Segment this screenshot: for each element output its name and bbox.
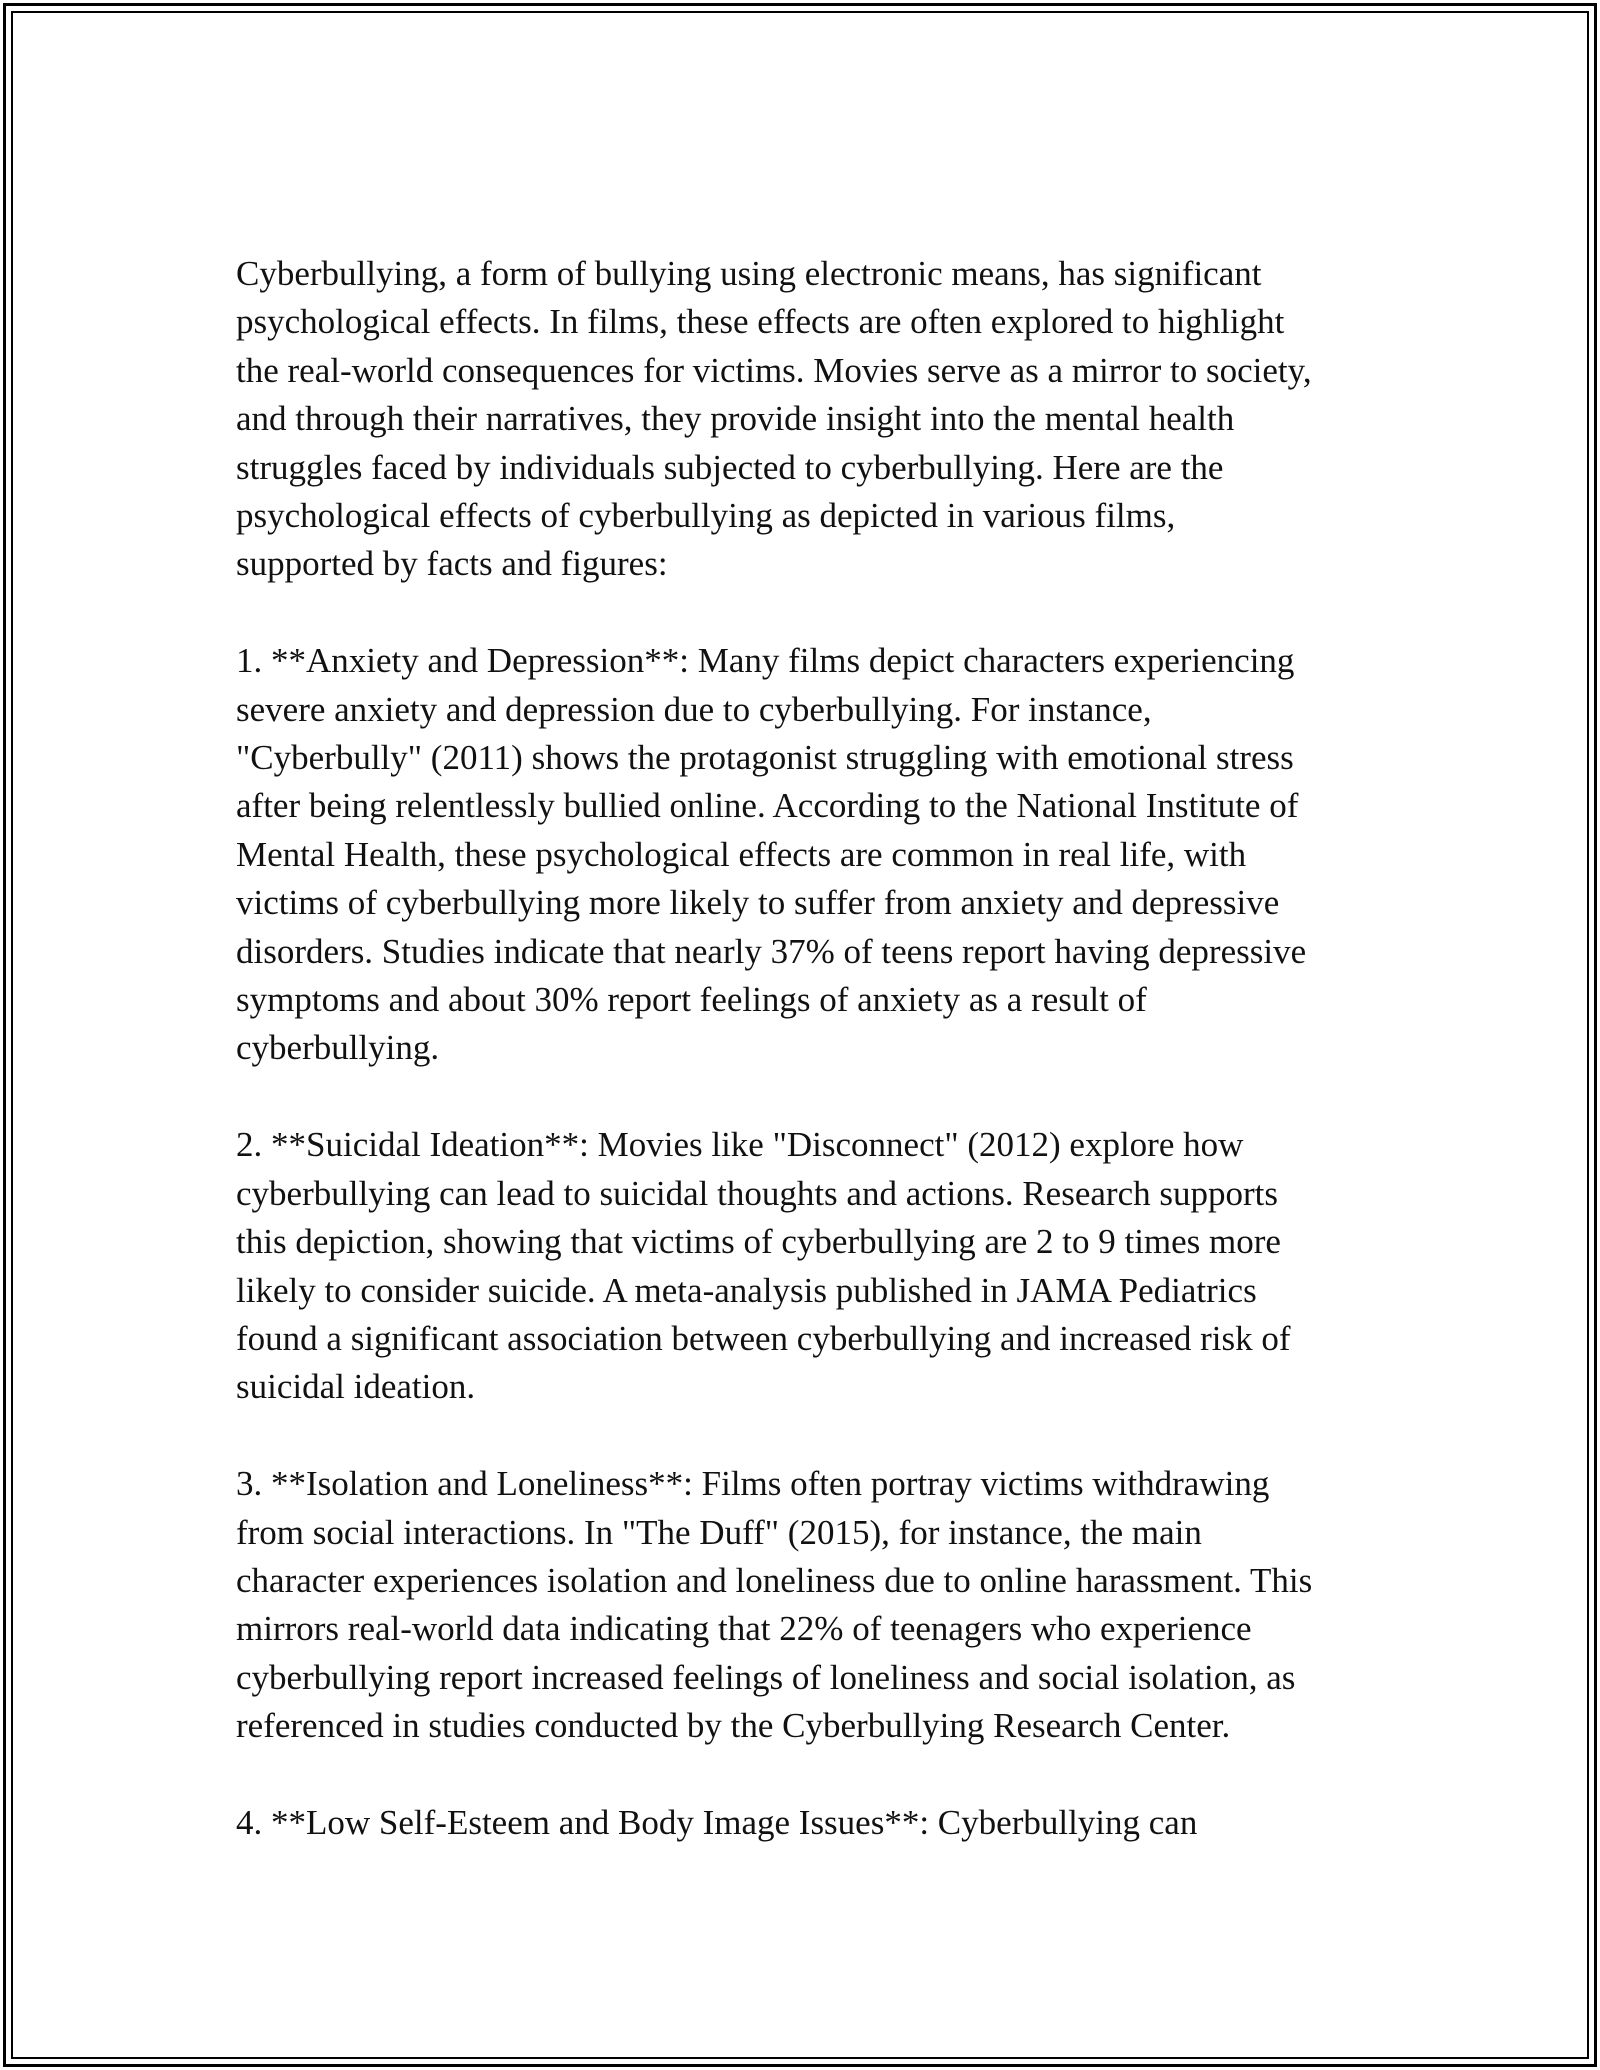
text-line: struggles faced by individuals subjected to cyberbullying. Here are the (236, 447, 1224, 487)
text-line: severe anxiety and depression due to cyberbullying. For instance, (236, 689, 1152, 729)
document-body (236, 250, 1396, 1896)
text-line: cyberbullying. (236, 1028, 440, 1068)
paragraph-suicidal-ideation (236, 1121, 1396, 1411)
text-line: the real-world consequences for victims. Movies serve as a mirror to society, (236, 350, 1312, 390)
text-line: psychological effects of cyberbullying as depicted in various films, (236, 496, 1176, 536)
paragraph-anxiety-depression (236, 637, 1396, 1073)
text-line: likely to consider suicide. A meta-analysis published in JAMA Pediatrics (236, 1270, 1257, 1310)
text-line: cyberbullying can lead to suicidal thoughts and actions. Research supports (236, 1173, 1278, 1213)
text-line: 3. **Isolation and Loneliness**: Films often portray victims withdrawing (236, 1464, 1270, 1504)
text-line: suicidal ideation. (236, 1367, 476, 1407)
paragraph-isolation-loneliness (236, 1460, 1396, 1750)
text-line: 2. **Suicidal Ideation**: Movies like "Disconnect" (2012) explore how (236, 1125, 1244, 1165)
text-line: found a significant association between cyberbullying and increased risk of (236, 1318, 1291, 1358)
text-line: 1. **Anxiety and Depression**: Many films depict characters experiencing (236, 641, 1295, 681)
text-line: 4. **Low Self-Esteem and Body Image Issues**: Cyberbullying can (236, 1802, 1198, 1842)
paragraph-intro (236, 250, 1396, 589)
text-line: character experiences isolation and loneliness due to online harassment. This (236, 1560, 1313, 1600)
text-line: supported by facts and figures: (236, 544, 668, 584)
text-line: symptoms and about 30% report feelings of anxiety as a result of (236, 980, 1147, 1020)
text-line: and through their narratives, they provide insight into the mental health (236, 399, 1235, 439)
text-line: after being relentlessly bullied online. According to the National Institute of (236, 786, 1299, 826)
paragraph-self-esteem (236, 1799, 1396, 1847)
text-line: victims of cyberbullying more likely to suffer from anxiety and depressive (236, 883, 1280, 923)
text-line: from social interactions. In "The Duff" (2015), for instance, the main (236, 1512, 1202, 1552)
text-line: Cyberbullying, a form of bullying using electronic means, has significant (236, 254, 1262, 293)
text-line: this depiction, showing that victims of cyberbullying are 2 to 9 times more (236, 1222, 1281, 1262)
text-line: disorders. Studies indicate that nearly 37% of teens report having depressive (236, 931, 1307, 971)
text-line: mirrors real-world data indicating that 22% of teenagers who experience (236, 1609, 1252, 1649)
text-line: psychological effects. In films, these effects are often explored to highlight (236, 302, 1285, 342)
text-line: referenced in studies conducted by the Cyberbullying Research Center. (236, 1706, 1231, 1746)
text-line: Mental Health, these psychological effects are common in real life, with (236, 834, 1247, 874)
text-line: "Cyberbully" (2011) shows the protagonist struggling with emotional stress (236, 738, 1294, 778)
text-line: cyberbullying report increased feelings of loneliness and social isolation, as (236, 1657, 1296, 1697)
